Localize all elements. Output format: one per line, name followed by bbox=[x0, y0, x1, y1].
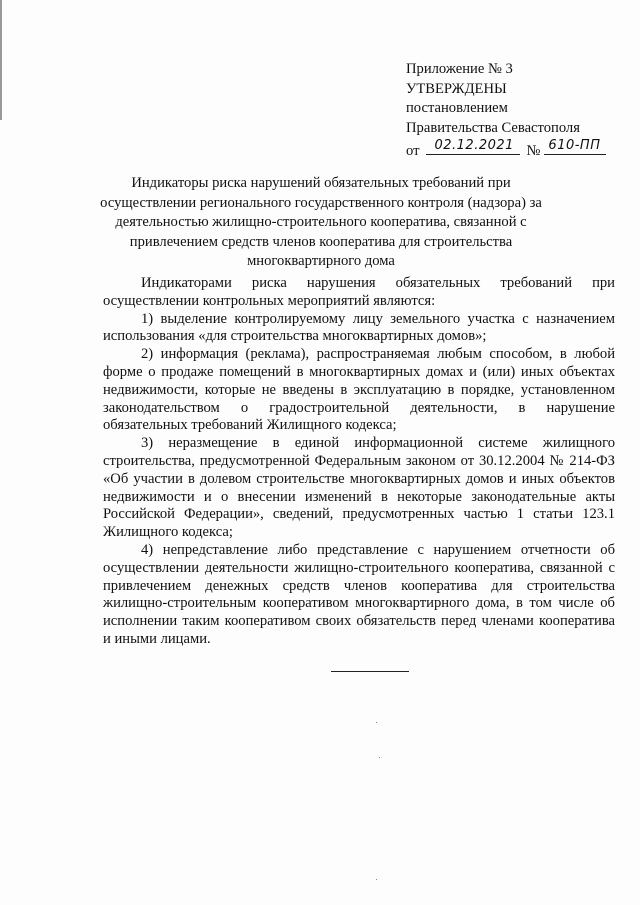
document-body bbox=[103, 275, 615, 649]
approval-by: постановлением bbox=[406, 100, 508, 116]
appendix-number: Приложение № 3 bbox=[406, 61, 513, 77]
body-item-3: 3) неразмещение в единой информационной системе жилищного строительства, предусмотренной Федеральным законом от 30.12.2004 № 214-ФЗ «Об участии в долевом строительстве многоквартирных домов и иных объектов недвижимости и о внесении изменений в некоторые законодательные акты Российской Федерации», сведений, предусмотренных частью 1 статьи 123.1 Жилищного кодекса; bbox=[103, 435, 615, 541]
approval-date-row bbox=[406, 138, 631, 162]
date-prefix: от bbox=[406, 143, 420, 159]
scan-speck bbox=[376, 722, 377, 723]
end-divider bbox=[331, 671, 409, 672]
approval-block bbox=[406, 60, 631, 162]
scan-speck bbox=[376, 879, 377, 880]
date-field bbox=[426, 138, 520, 155]
body-item-4: 4) непредставление либо представление с нарушением отчетности об осуществлении деятельности жилищно-строительного кооператива, связанной с привлечением денежных средств членов кооператива для строительства жилищно-строительным кооперативом многоквартирного дома, в том числе об исполнении таким кооперативом своих обязательств перед членами кооператива и иными лицами. bbox=[103, 541, 615, 647]
body-item-2: 2) информация (реклама), распространяемая любым способом, в любой форме о продаже помещений в многоквартирных домах и (или) иных объектах недвижимости, которые не введены в эксплуатацию в порядке, установленном законодательством о градостроительной деятельности, в нарушение обязательных требований Жилищного кодекса; bbox=[103, 346, 615, 434]
number-field bbox=[544, 138, 606, 155]
scan-speck bbox=[379, 757, 380, 758]
document-title: Индикаторы риска нарушений обязательных требований при осуществлении регионального государственного контроля (надзора) за деятельностью жилищно-строительного кооператива, связанной с привлечением средств членов кооператива для строительства многоквартирного дома bbox=[100, 175, 542, 270]
scan-edge-mark bbox=[0, 0, 2, 120]
body-intro: Индикаторами риска нарушения обязательных требований при осуществлении контрольных мероприятий являются: bbox=[103, 275, 615, 309]
body-item-1: 1) выделение контролируемому лицу земельного участка с назначением использования «для строительства многоквартирных домов»; bbox=[103, 310, 615, 345]
approval-status: УТВЕРЖДЕНЫ bbox=[406, 80, 507, 97]
approval-authority: Правительства Севастополя bbox=[406, 119, 580, 136]
handwritten-date: 02.12.2021 bbox=[434, 137, 514, 153]
handwritten-number: 610-ПП bbox=[548, 137, 601, 153]
number-prefix: № bbox=[526, 143, 541, 159]
